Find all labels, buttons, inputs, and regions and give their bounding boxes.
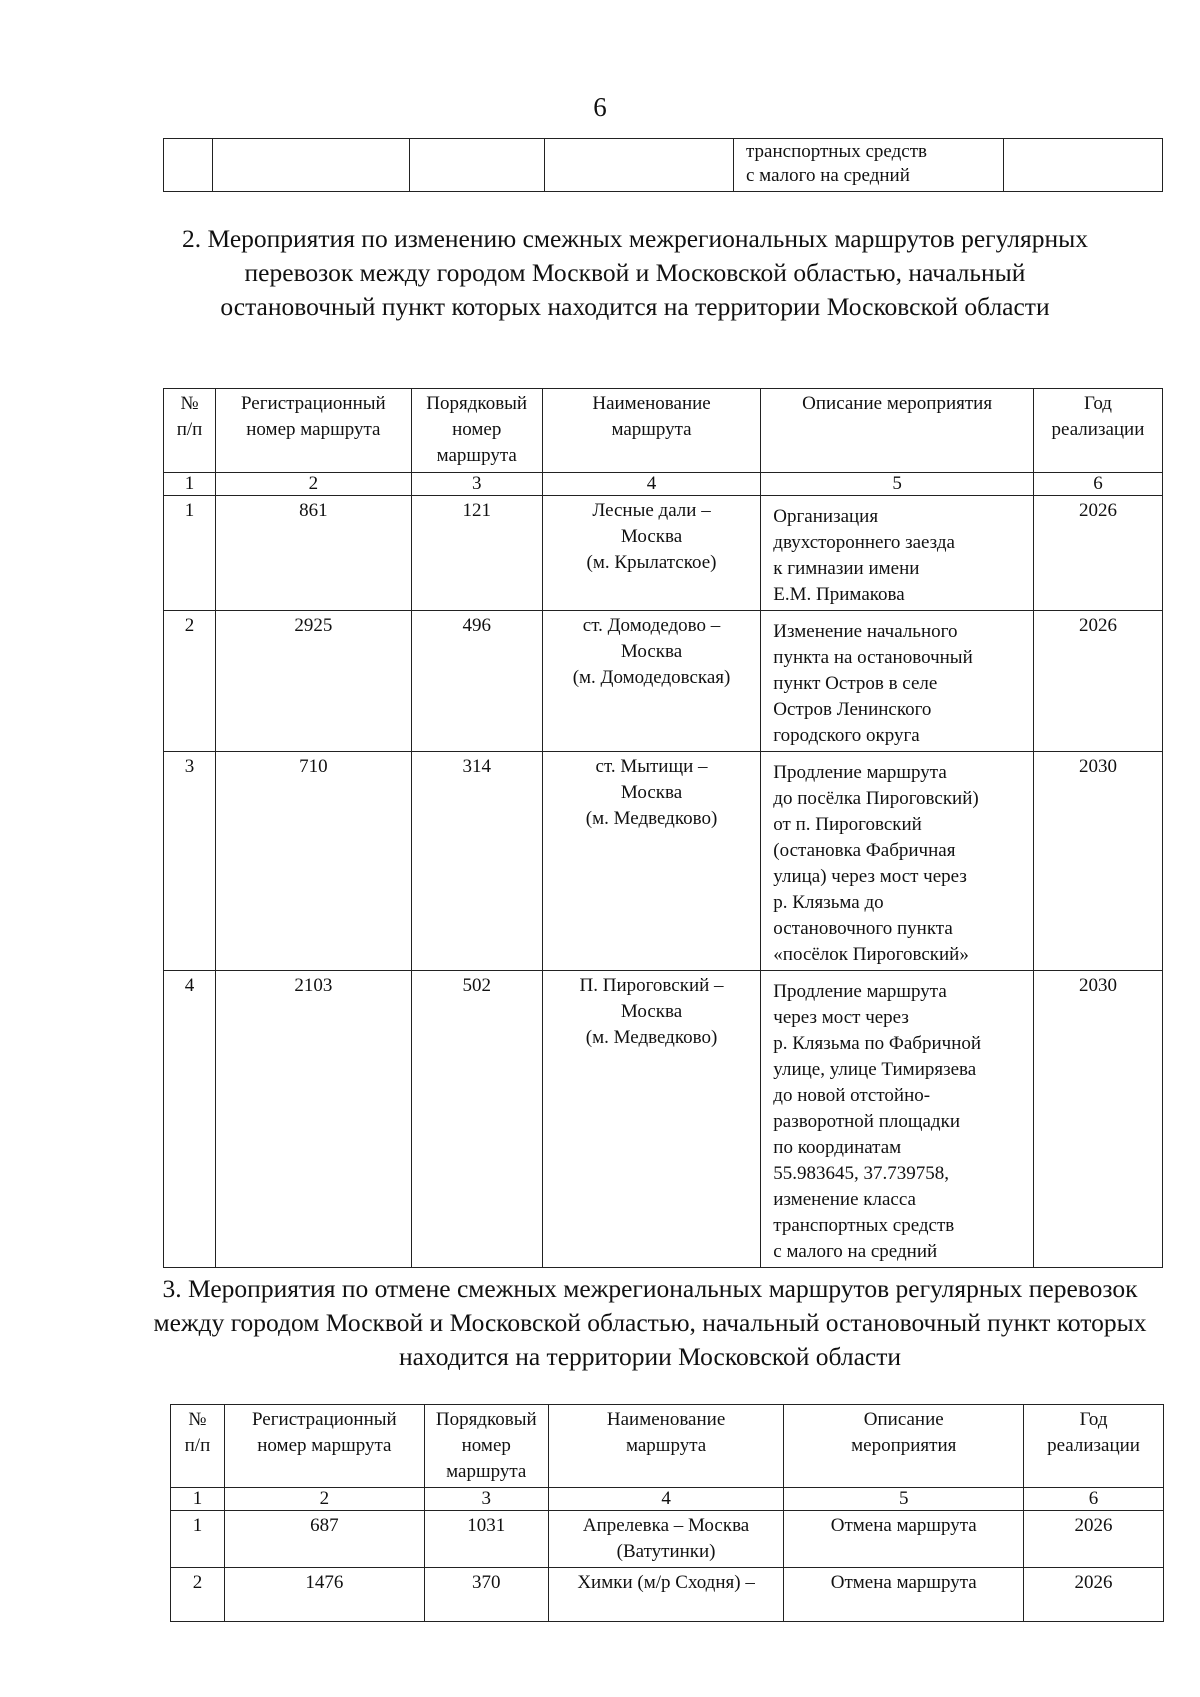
cell-name: Химки (м/р Сходня) – [548, 1568, 784, 1622]
cell-year: 2030 [1033, 752, 1162, 971]
section-3-heading: 3. Мероприятия по отмене смежных межрегиональных маршрутов регулярных перевозок между городом Москвой и Московской областью, начальный остановочный пункт которых находится на территории Московской области [153, 1274, 1147, 1371]
column-header: Описание мероприятия [784, 1405, 1024, 1488]
cell-name: ст. Мытищи – Москва (м. Медведково) [542, 752, 761, 971]
cell-reg: 687 [224, 1511, 424, 1568]
column-header: № п/п [171, 1405, 225, 1488]
table-row [164, 611, 1163, 752]
cell-n: 2 [171, 1568, 225, 1622]
column-index: 1 [171, 1488, 225, 1511]
column-header: Описание мероприятия [761, 389, 1034, 473]
cell-year: 2026 [1024, 1568, 1164, 1622]
column-header: Регистрационный номер маршрута [224, 1405, 424, 1488]
table-cell [1004, 139, 1163, 192]
table-row [164, 752, 1163, 971]
table-row [164, 971, 1163, 1268]
cell-desc: Продление маршрута до посёлка Пироговский) от п. Пироговский (остановка Фабричная улица) через мост через р. Клязьма до остановочного пункта «посёлок Пироговский» [761, 752, 1034, 971]
column-index: 6 [1033, 473, 1162, 496]
cell-year: 2026 [1033, 611, 1162, 752]
column-header: Наименование маршрута [542, 389, 761, 473]
column-index: 2 [224, 1488, 424, 1511]
table-row [171, 1511, 1164, 1568]
column-index: 6 [1024, 1488, 1164, 1511]
column-index: 4 [548, 1488, 784, 1511]
cell-reg: 1476 [224, 1568, 424, 1622]
continuation-table [163, 138, 1163, 192]
column-header: Год реализации [1024, 1405, 1164, 1488]
page-number: 6 [593, 92, 607, 122]
cell-n: 4 [164, 971, 216, 1268]
cell-name: Лесные дали – Москва (м. Крылатское) [542, 496, 761, 611]
header-row [164, 389, 1163, 473]
column-index: 1 [164, 473, 216, 496]
cell-num: 1031 [424, 1511, 548, 1568]
cell-n: 1 [171, 1511, 225, 1568]
column-index: 5 [761, 473, 1034, 496]
cell-name: ст. Домодедово – Москва (м. Домодедовская) [542, 611, 761, 752]
column-index: 3 [424, 1488, 548, 1511]
description-cell: транспортных средств с малого на средний [734, 139, 1004, 192]
section-2-heading: 2. Мероприятия по изменению смежных межрегиональных маршрутов регулярных перевозок между городом Москвой и Московской областью, начальный остановочный пункт которых находится на территории Московской области [181, 224, 1089, 321]
column-index: 5 [784, 1488, 1024, 1511]
cell-reg: 861 [216, 496, 412, 611]
cell-desc: Продление маршрута через мост через р. Клязьма по Фабричной улице, улице Тимирязева до новой отстойно- разворотной площадки по координатам 55.983645, 37.739758, изменение класса транспортных средств с малого на средний [761, 971, 1034, 1268]
table-cell [164, 139, 213, 192]
column-header: Порядковый номер маршрута [424, 1405, 548, 1488]
cell-reg: 710 [216, 752, 412, 971]
cell-year: 2030 [1033, 971, 1162, 1268]
column-index-row [171, 1488, 1164, 1511]
cell-year: 2026 [1024, 1511, 1164, 1568]
table-row [164, 496, 1163, 611]
table-cell [410, 139, 545, 192]
column-index-row [164, 473, 1163, 496]
column-header: Наименование маршрута [548, 1405, 784, 1488]
column-index: 4 [542, 473, 761, 496]
cell-num: 121 [411, 496, 542, 611]
cell-num: 502 [411, 971, 542, 1268]
column-header: Регистрационный номер маршрута [216, 389, 412, 473]
cell-desc: Отмена маршрута [784, 1511, 1024, 1568]
section-3-table [170, 1404, 1164, 1622]
cell-num: 370 [424, 1568, 548, 1622]
table-cell [545, 139, 734, 192]
cell-year: 2026 [1033, 496, 1162, 611]
table-row [171, 1568, 1164, 1622]
header-row [171, 1405, 1164, 1488]
cell-num: 314 [411, 752, 542, 971]
column-index: 3 [411, 473, 542, 496]
cell-reg: 2103 [216, 971, 412, 1268]
column-header: Порядковый номер маршрута [411, 389, 542, 473]
table-cell [213, 139, 410, 192]
cell-reg: 2925 [216, 611, 412, 752]
column-header: Год реализации [1033, 389, 1162, 473]
cell-name: Апрелевка – Москва (Ватутинки) [548, 1511, 784, 1568]
cell-n: 2 [164, 611, 216, 752]
cell-n: 1 [164, 496, 216, 611]
cell-name: П. Пироговский – Москва (м. Медведково) [542, 971, 761, 1268]
cell-desc: Отмена маршрута [784, 1568, 1024, 1622]
cell-desc: Организация двухстороннего заезда к гимназии имени Е.М. Примакова [761, 496, 1034, 611]
cell-desc: Изменение начального пункта на остановочный пункт Остров в селе Остров Ленинского городского округа [761, 611, 1034, 752]
column-index: 2 [216, 473, 412, 496]
cell-n: 3 [164, 752, 216, 971]
section-2-table [163, 388, 1163, 1268]
cell-num: 496 [411, 611, 542, 752]
column-header: № п/п [164, 389, 216, 473]
